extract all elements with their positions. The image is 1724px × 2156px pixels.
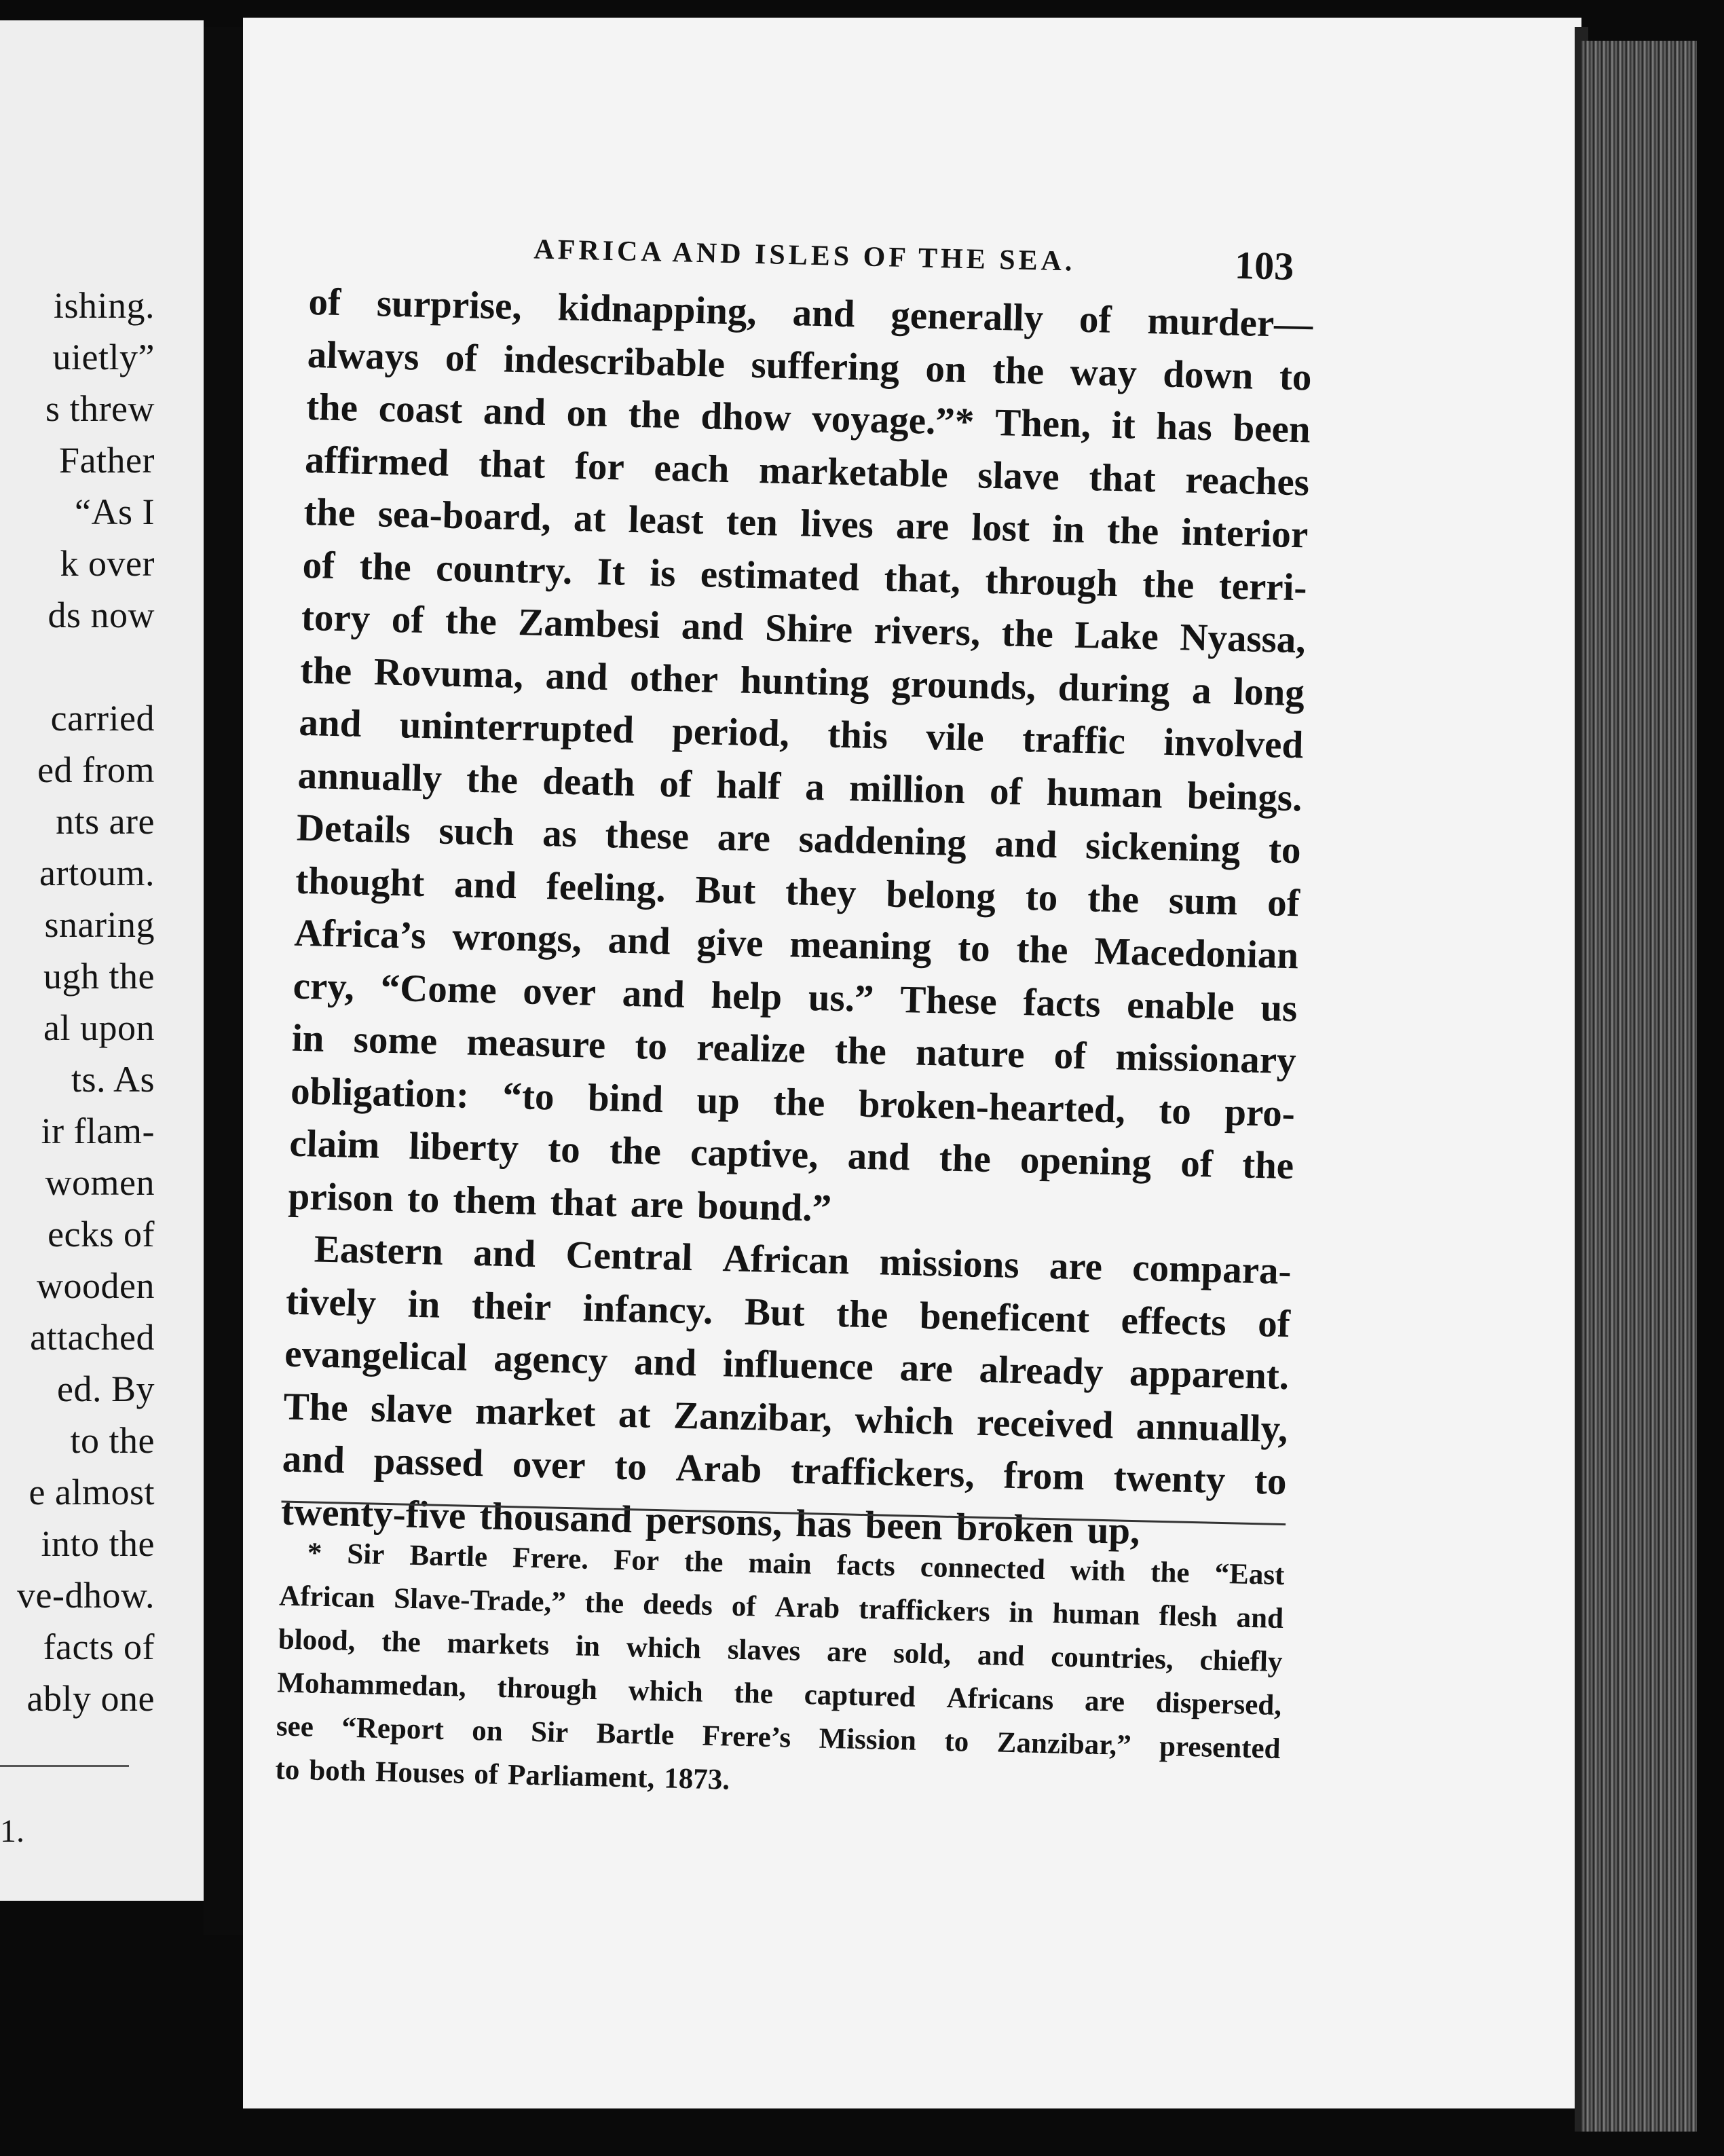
- left-page-line: ecks of: [48, 1214, 155, 1254]
- left-page-line: uietly”: [52, 337, 155, 377]
- footnote-line: Mohammedan, through which the captured Africans are dispersed,: [276, 1667, 1282, 1722]
- text-line: affirmed that for each marketable slave that reaches: [304, 438, 1310, 504]
- footnote-line: African Slave-Trade,” the deeds of Arab traffickers in human flesh and: [278, 1580, 1284, 1635]
- footnote-line: * Sir Bartle Frere. For the main facts connected with the “East: [307, 1537, 1285, 1592]
- text-line: thought and feeling. But they belong to the sum of: [295, 859, 1300, 925]
- text-line: obligation: “to bind up the broken-hearted, to pro-: [290, 1069, 1296, 1135]
- text-line: the sea-board, at least ten lives are lost in the interior: [303, 490, 1309, 557]
- left-page-line: ve-dhow.: [17, 1575, 155, 1616]
- left-page-line: ugh the: [43, 956, 155, 997]
- text-line: of surprise, kidnapping, and generally of murder—: [307, 280, 1313, 346]
- left-page-line: nts are: [56, 801, 155, 842]
- text-line: the Rovuma, and other hunting grounds, during a long: [299, 648, 1305, 714]
- left-page-line: al upon: [43, 1007, 155, 1048]
- left-page-line: ishing.: [53, 285, 155, 326]
- footnote-line: blood, the markets in which slaves are sold, and countries, chiefly: [278, 1623, 1283, 1679]
- text-line: The slave market at Zanzibar, which received annually,: [282, 1385, 1289, 1451]
- left-page-line: ed from: [37, 749, 155, 790]
- text-line: the coast and on the dhow voyage.”* Then, it has been: [305, 385, 1311, 451]
- footnote-line: see “Report on Sir Bartle Frere’s Mission to Zanzibar,” presented: [276, 1710, 1281, 1765]
- left-page-line: women: [45, 1162, 155, 1203]
- left-page-line: facts of: [43, 1627, 155, 1667]
- left-page-line: “As I: [75, 491, 155, 532]
- left-page-line: Father: [59, 440, 155, 481]
- left-page-line: e almost: [29, 1472, 155, 1512]
- left-page-line: attached: [30, 1317, 155, 1358]
- left-page-line: s threw: [45, 388, 155, 429]
- left-page-line: k over: [60, 543, 155, 584]
- text-line: Eastern and Central African missions are compara-: [314, 1227, 1292, 1293]
- left-footnote-rule: [0, 1765, 129, 1767]
- text-line: twenty-five thousand persons, has been broken up,: [280, 1490, 1141, 1553]
- left-page-line: wooden: [37, 1265, 155, 1306]
- left-footnote-fragment: 1.: [0, 1813, 24, 1849]
- text-line: of the country. It is estimated that, through the terri-: [302, 543, 1308, 609]
- text-line: tory of the Zambesi and Shire rivers, the Lake Nyassa,: [301, 595, 1307, 662]
- text-line: in some measure to realize the nature of missionary: [291, 1016, 1297, 1083]
- text-line: annually the death of half a million of human beings.: [297, 754, 1303, 819]
- text-line: prison to them that are bound.”: [288, 1174, 832, 1230]
- text-line: and uninterrupted period, this vile traffic involved: [298, 701, 1304, 767]
- left-page-line: ably one: [26, 1678, 155, 1719]
- left-page-line: snaring: [44, 904, 155, 945]
- book-page-edges: [1581, 41, 1697, 2132]
- left-facing-page: [0, 20, 204, 1901]
- footnote-line: to both Houses of Parliament, 1873.: [275, 1753, 730, 1796]
- text-line: evangelical agency and influence are already apparent.: [284, 1332, 1290, 1398]
- page-number: 103: [1234, 242, 1294, 289]
- right-page: [243, 18, 1581, 2108]
- left-page-line: ed. By: [57, 1369, 155, 1409]
- text-line: and passed over to Arab traffickers, from twenty to: [282, 1437, 1288, 1504]
- page-text-block: [274, 201, 1329, 1853]
- text-line: always of indescribable suffering on the way down to: [307, 333, 1313, 399]
- left-page-line: carried: [50, 698, 155, 739]
- left-page-line: into the: [41, 1523, 155, 1564]
- left-page-line: artoum.: [39, 853, 155, 893]
- text-line: tively in their infancy. But the beneficent effects of: [285, 1280, 1291, 1345]
- left-page-line: ds now: [48, 595, 155, 635]
- left-page-line: to the: [70, 1420, 155, 1461]
- text-line: Africa’s wrongs, and give meaning to the Macedonian: [293, 911, 1299, 978]
- text-line: claim liberty to the captive, and the opening of the: [288, 1121, 1294, 1188]
- binding-gutter: [204, 27, 243, 1935]
- text-line: Details such as these are saddening and sickening to: [296, 806, 1302, 872]
- left-page-line: ir flam-: [41, 1111, 155, 1151]
- text-line: cry, “Come over and help us.” These facts enable us: [293, 964, 1298, 1030]
- running-head: AFRICA AND ISLES OF THE SEA.: [533, 234, 1076, 278]
- left-page-line: ts. As: [71, 1059, 155, 1100]
